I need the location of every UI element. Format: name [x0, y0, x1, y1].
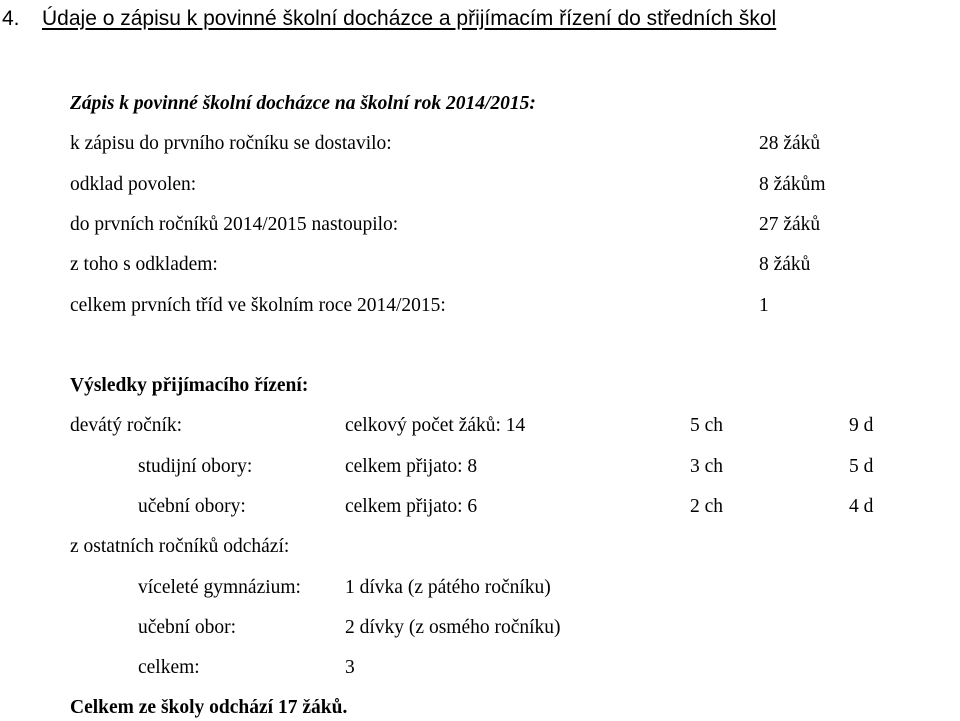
- enrollment-row-value: 1: [759, 295, 769, 316]
- admission-title: Výsledky přijímacího řízení:: [70, 375, 309, 396]
- ninth-grade-label: devátý ročník:: [70, 415, 183, 436]
- ninth-grade-total: celkový počet žáků: 14: [345, 415, 526, 436]
- enrollment-row-label: k zápisu do prvního ročníku se dostavilo:: [70, 133, 392, 154]
- enrollment-row-label: z toho s odkladem:: [70, 254, 218, 275]
- enrollment-row-label: odklad povolen:: [70, 174, 197, 195]
- study-fields-label: studijní obory:: [138, 456, 253, 477]
- other-grades-value: 3: [345, 657, 355, 678]
- enrollment-row-value: 8 žákům: [759, 174, 826, 195]
- study-fields-accepted: celkem přijato: 8: [345, 456, 478, 477]
- enrollment-title: Zápis k povinné školní docházce na školní rok 2014/2015:: [70, 93, 536, 114]
- enrollment-row-value: 27 žáků: [759, 214, 821, 235]
- apprentice-fields-accepted: celkem přijato: 6: [345, 496, 478, 517]
- section-title: Údaje o zápisu k povinné školní docházce a přijímacím řízení do středních škol: [42, 7, 777, 30]
- other-grades-value: 1 dívka (z pátého ročníku): [345, 577, 551, 598]
- school-total: Celkem ze školy odchází 17 žáků.: [70, 697, 348, 718]
- enrollment-row-label: do prvních ročníků 2014/2015 nastoupilo:: [70, 214, 399, 235]
- apprentice-fields-label: učební obory:: [138, 496, 246, 517]
- enrollment-row-value: 8 žáků: [759, 254, 811, 275]
- other-grades-title: z ostatních ročníků odchází:: [70, 536, 290, 557]
- study-fields-girls: 5 d: [849, 456, 874, 477]
- other-grades-value: 2 dívky (z osmého ročníku): [345, 617, 561, 638]
- study-fields-boys: 3 ch: [690, 456, 724, 477]
- other-grades-label: učební obor:: [138, 617, 237, 638]
- ninth-grade-girls: 9 d: [849, 415, 874, 436]
- other-grades-label: celkem:: [138, 657, 200, 678]
- apprentice-fields-girls: 4 d: [849, 496, 874, 517]
- enrollment-row-value: 28 žáků: [759, 133, 821, 154]
- section-number: 4.: [2, 7, 20, 30]
- apprentice-fields-boys: 2 ch: [690, 496, 724, 517]
- other-grades-label: víceleté gymnázium:: [138, 577, 301, 598]
- enrollment-row-label: celkem prvních tříd ve školním roce 2014/2015:: [70, 295, 446, 316]
- ninth-grade-boys: 5 ch: [690, 415, 724, 436]
